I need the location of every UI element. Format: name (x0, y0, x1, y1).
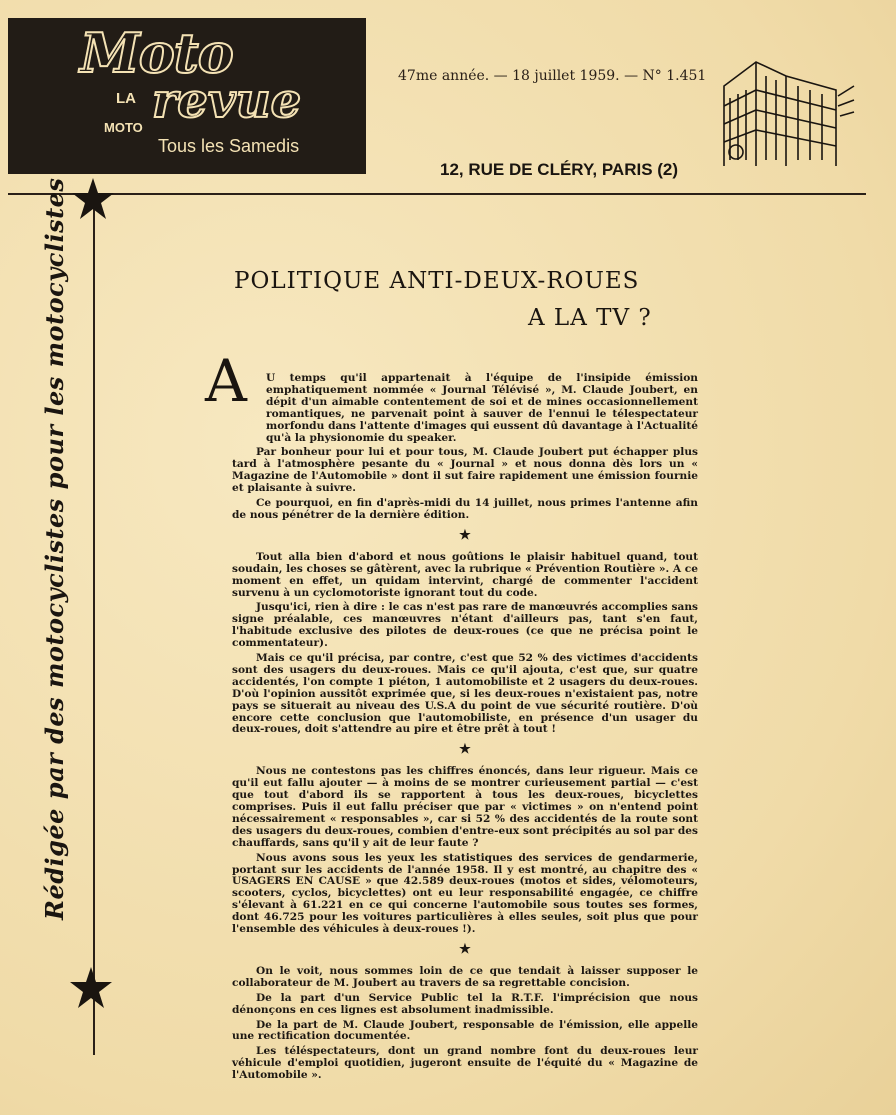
section-separator: ★ (459, 941, 471, 957)
masthead-logo (8, 18, 366, 174)
logo-revue: revue (152, 73, 302, 129)
logo-moto-small: MOTO (104, 120, 143, 135)
paragraph: De la part de M. Claude Joubert, responsable de l'émission, elle appelle une rectification documentée. (232, 1018, 698, 1043)
side-slogan: Rédigée par des motocyclistes pour les motocyclistes (40, 177, 69, 920)
paragraph: Tout alla bien d'abord et nous goûtions le plaisir habituel quand, tout soudain, les choses se gâtèrent, avec la rubrique « Prévention Routière ». A ce moment en effet, un quidam intervint, chargé de commenter l'accident survenu à un cyclomotoriste ignorant tout du code. (232, 550, 698, 599)
article-title-line2: A LA TV ? (528, 305, 652, 331)
star-ornament-icon (68, 965, 114, 1011)
paragraph: On le voit, nous sommes loin de ce que tendait à laisser supposer le collaborateur de M. Joubert au travers de sa regrettable concision. (232, 964, 698, 989)
building-illustration (716, 56, 856, 174)
article-body (232, 373, 698, 1085)
paragraph: Ce pourquoi, en fin d'après-midi du 14 juillet, nous primes l'antenne afin de nous pénétrer de la dernière édition. (232, 497, 698, 521)
paragraph: Les téléspectateurs, dont un grand nombre font du deux-roues leur véhicule d'emploi quotidien, jugeront ensuite de l'équité du « Magazine de l'Automobile ». (232, 1045, 698, 1082)
publisher-address: 12, RUE DE CLÉRY, PARIS (2) (440, 160, 679, 179)
logo-la: LA (116, 90, 136, 107)
issue-line: 47me année. — 18 juillet 1959. — N° 1.451 (398, 68, 707, 84)
masthead-tagline: Tous les Samedis (158, 136, 300, 156)
logo-moto: Moto (80, 21, 233, 85)
paragraph: Nous avons sous les yeux les statistiques des services de gendarmerie, portant sur les accidents de l'année 1958. Il y est montré, au chapitre des « USAGERS EN CAUSE » que 42.589 deux-roues (motos et sides, vélomoteurs, scooters, cyclos, bicyclettes) ont eu leur responsabilité engagée, ce chiffre s'élevant à 61.221 en ce qui concerne l'automobile sous toutes ses formes, dont 46.725 pour les voitures particulières à elles seules, soit plus que pour l'ensemble des véhicules à deux-roues !). (232, 851, 698, 936)
paragraph: De la part d'un Service Public tel la R.T.F. l'imprécision que nous dénonçons en ces lignes est absolument inadmissible. (232, 991, 698, 1016)
paragraph: Par bonheur pour lui et pour tous, M. Claude Joubert put échapper plus tard à l'atmosphère pesante du « Journal » et nous donna dès lors un « Magazine de l'Automobile » dont il sut faire rapidement une émission fournie et plaisante à suivre. (232, 446, 698, 495)
paragraph: Jusqu'ici, rien à dire : le cas n'est pas rare de manœuvrés accomplies sans signe préalable, ces manœuvres n'étant d'ailleurs pas, tant s'en faut, l'habitude exclusive des pilotes de deux-roues (ce que ne précisa point le commentateur). (232, 601, 698, 650)
paragraph: Nous ne contestons pas les chiffres énoncés, dans leur rigueur. Mais ce qu'il eut fallu ajouter — à moins de se montrer curieusement partial — c'est que tout d'abord ils se rapportent à tous les deux-roues, bicyclettes comprises. Puis il eut fallu préciser que par « victimes » on n'entend point nécessairement « responsables », car si 52 % des accidentés de la route sont des usagers du deux-roues, combien d'entre-eux sont précipités au sol par des chauffards, sans qu'il y ait de leur faute ? (232, 765, 698, 849)
header-rule (8, 193, 866, 195)
article-title-line1: POLITIQUE ANTI-DEUX-ROUES (234, 268, 640, 294)
star-ornament-icon (70, 176, 116, 222)
section-separator: ★ (459, 527, 471, 543)
section-separator: ★ (459, 742, 471, 758)
paragraph: Mais ce qu'il précisa, par contre, c'est que 52 % des victimes d'accidents sont des usagers du deux-roues. Mais ce qu'il ajouta, c'est que, sur quatre accidentés, l'on compte 1 piéton, 1 automobiliste et 2 usagers du deux-roues. D'où l'opinion aussitôt exprimée que, si les deux-roues n'existaient pas, notre pays se situerait au niveau des U.S.A du point de vue sécurité routière. D'où encore cette conclusion que l'automobiliste, en présence d'un usager du deux-roues, doit s'attendre au pire et être prêt à tout ! (232, 652, 698, 736)
paragraph: U temps qu'il appartenait à l'équipe de l'insipide émission emphatiquement nommée « Journal Télévisé », M. Claude Joubert, en dépit d'un aimable contentement de soi et de mines occasionnellement romantiques, ne parvenait point à sauver de l'ennui le télespectateur morfondu dans l'attente d'images qui eussent dû davantage à l'Actualité qu'à la physionomie du speaker. (266, 372, 698, 444)
drop-cap: A (205, 347, 247, 415)
margin-rule (93, 200, 95, 1055)
